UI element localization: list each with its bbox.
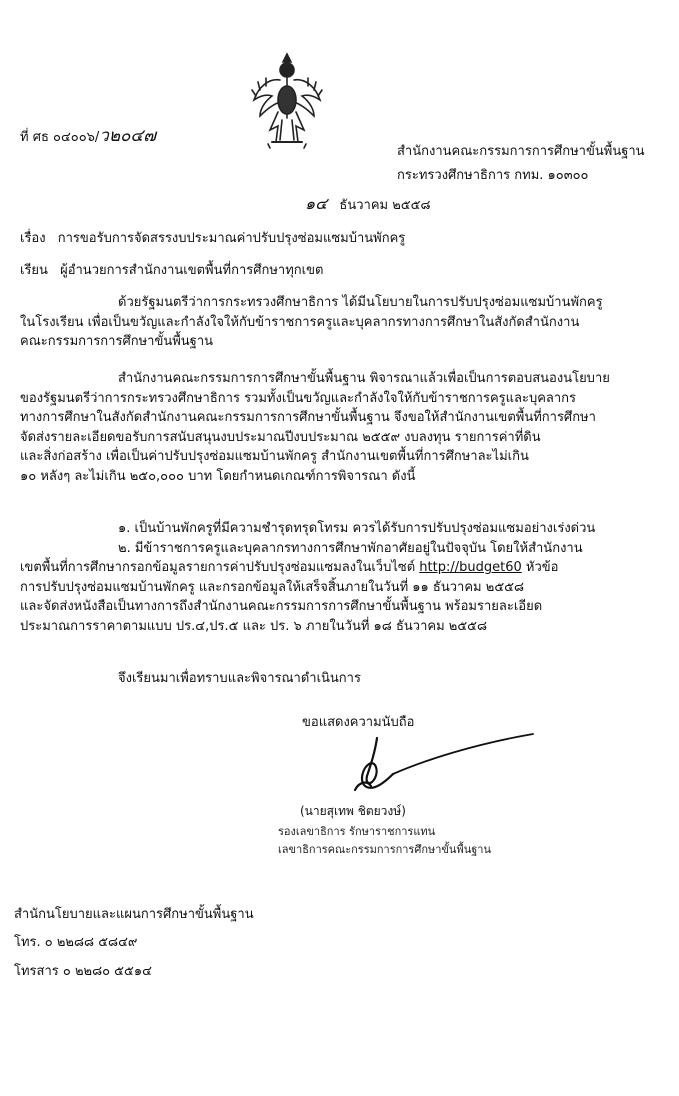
signer-title-1: รองเลขาธิการ รักษาราชการแทน	[278, 825, 436, 838]
criteria-item-2-line: ประมาณการราคาตามแบบ ปร.๔,ปร.๕ และ ปร. ๖ ภายในวันที่ ๑๘ ธันวาคม ๒๕๕๘	[20, 618, 488, 634]
garuda-emblem-icon	[250, 50, 324, 150]
criteria-list	[20, 519, 654, 636]
paragraph-line: จัดส่งรายละเอียดขอรับการสนับสนุนงบประมาณปีงบประมาณ ๒๕๕๙ งบลงทุน รายการค่าที่ดิน	[20, 429, 541, 445]
paragraph-line: สำนักงานคณะกรรมการการศึกษาขั้นพื้นฐาน พิจารณาแล้วเพื่อเป็นการตอบสนองนโยบาย	[118, 371, 610, 386]
subject-label: เรื่อง	[20, 231, 46, 246]
paragraph-line: ๑๐ หลังๆ ละไม่เกิน ๒๕๐,๐๐๐ บาท โดยกำหนดเกณฑ์การพิจารณา ดังนี้	[20, 468, 416, 484]
criteria-item-1: ๑. เป็นบ้านพักครูที่มีความชำรุดทรุดโทรม ควรได้รับการปรับปรุงซ่อมแซมอย่างเร่งด่วน	[118, 521, 596, 536]
footer-office: สำนักนโยบายและแผนการศึกษาขั้นพื้นฐาน	[14, 907, 254, 922]
reference-number-handwritten: ว๒๐๔๗	[99, 126, 157, 146]
closing-request: จึงเรียนมาเพื่อทราบและพิจารณาดำเนินการ	[118, 671, 361, 686]
letter-date	[305, 192, 431, 217]
criteria-item-2: ๒. มีข้าราชการครูและบุคลากรทางการศึกษาพักอาศัยอยู่ในปัจจุบัน โดยให้สำนักงาน	[118, 540, 583, 556]
criteria-item-2-text-after-link: หัวข้อ	[525, 560, 559, 575]
closing-phrase: ขอแสดงความนับถือ	[302, 715, 415, 730]
recipient-line	[20, 259, 323, 280]
signer-title-2: เลขาธิการคณะกรรมการการศึกษาขั้นพื้นฐาน	[278, 843, 491, 856]
subject-line	[20, 227, 405, 248]
date-day: ๑๔	[305, 194, 328, 213]
paragraph-line: ในโรงเรียน เพื่อเป็นขวัญและกำลังใจให้กับข้าราชการครูและบุคลากรทางการศึกษาในสังกัดสำนักงาน	[20, 314, 580, 330]
reference-number	[20, 122, 156, 149]
criteria-item-2-line	[20, 558, 654, 578]
subject-text: การขอรับการจัดสรรงบประมาณค่าปรับปรุงซ่อมแซมบ้านพักครู	[57, 231, 406, 246]
paragraph-line: และสิ่งก่อสร้าง เพื่อเป็นค่าปรับปรุงซ่อมแซมบ้านพักครู สำนักงานเขตพื้นที่การศึกษาละไม่เกิน	[20, 449, 529, 464]
paragraph-line: คณะกรรมการการศึกษาขั้นพื้นฐาน	[20, 334, 214, 349]
criteria-item-2-line: และจัดส่งหนังสือเป็นทางการถึงสำนักงานคณะกรรมการการศึกษาขั้นพื้นฐาน พร้อมรายละเอียด	[20, 599, 543, 614]
paragraph-2	[20, 369, 654, 486]
sender-office: สำนักงานคณะกรรมการการศึกษาขั้นพื้นฐาน	[397, 144, 645, 159]
sender-address: กระทรวงศึกษาธิการ กทม. ๑๐๓๐๐	[397, 168, 589, 183]
footer-fax: โทรสาร ๐ ๒๒๘๐ ๕๕๑๔	[14, 964, 152, 979]
paragraph-line: ด้วยรัฐมนตรีว่าการกระทรวงศึกษาธิการ ได้มีนโยบายในการปรับปรุงซ่อมแซมบ้านพักครู	[118, 295, 603, 310]
handwritten-signature	[345, 730, 535, 805]
footer-phone: โทร. ๐ ๒๒๘๘ ๕๘๔๙	[14, 935, 138, 950]
reference-number-prefix: ที่ ศธ ๐๔๐๐๖/	[20, 130, 100, 145]
signer-name: (นายสุเทพ ชิตยวงษ์)	[300, 804, 406, 818]
budget-website-link[interactable]: http://budget60	[419, 560, 522, 575]
paragraph-1	[20, 293, 654, 352]
paragraph-line: ของรัฐมนตรีว่าการกระทรวงศึกษาธิการ รวมทั้งเป็นขวัญและกำลังใจให้กับข้าราชการครูและบุคลากร	[20, 390, 577, 406]
recipient-label: เรียน	[20, 263, 48, 278]
recipient-text: ผู้อำนวยการสำนักงานเขตพื้นที่การศึกษาทุกเขต	[60, 263, 324, 278]
date-month-year: ธันวาคม ๒๕๕๘	[339, 198, 431, 213]
paragraph-line: ทางการศึกษาในสังกัดสำนักงานคณะกรรมการการศึกษาขั้นพื้นฐาน จึงขอให้สำนักงานเขตพื้นที่การศึกษา	[20, 410, 596, 425]
criteria-item-2-line: การปรับปรุงซ่อมแซมบ้านพักครู และกรอกข้อมูลให้เสร็จสิ้นภายในวันที่ ๑๑ ธันวาคม ๒๕๕๘	[20, 579, 525, 595]
criteria-item-2-text: เขตพื้นที่การศึกษากรอกข้อมูลรายการค่าปรับปรุงซ่อมแซมลงในเว็บไซต์	[20, 560, 416, 575]
